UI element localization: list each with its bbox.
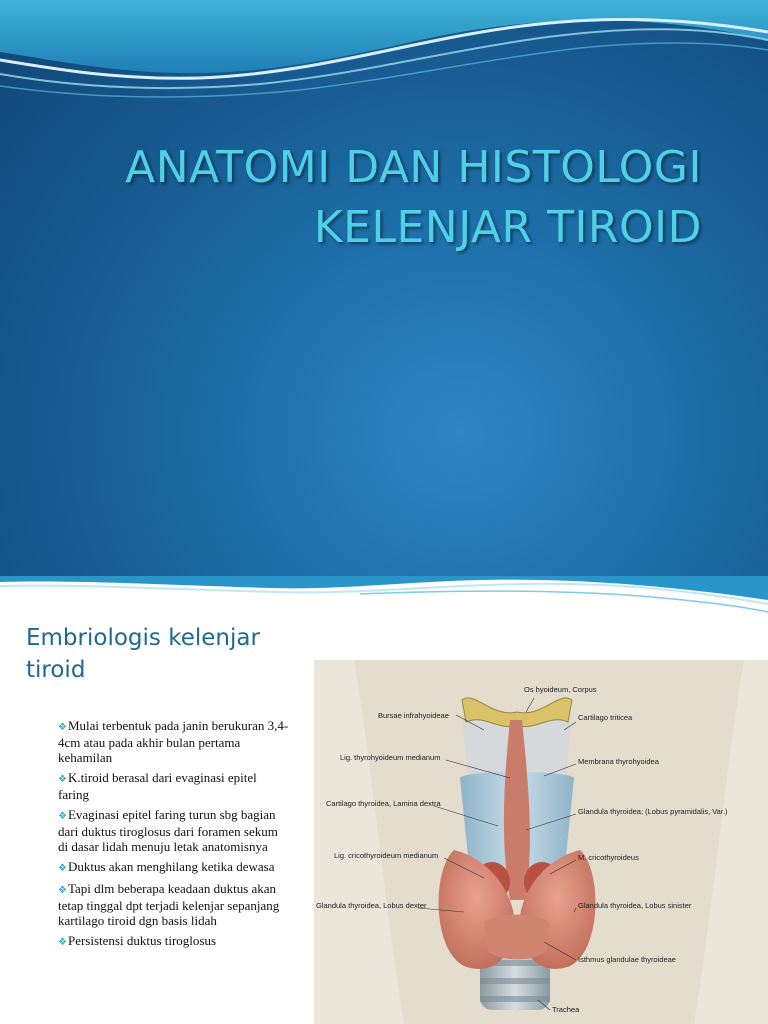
list-item xyxy=(58,718,290,765)
diamond-bullet-icon: ❖ xyxy=(58,774,67,785)
label-cartilago-thyroidea: Cartilago thyroidea, Lamina dextra xyxy=(326,799,441,808)
label-os-hyoideum: Os hyoideum, Corpus xyxy=(524,685,597,694)
label-trachea: Trachea xyxy=(552,1005,580,1014)
decorative-waves xyxy=(0,0,768,120)
label-cartilago-triticea: Cartilago triticea xyxy=(578,713,633,722)
content-slide xyxy=(0,576,768,1024)
bullet-list xyxy=(58,718,290,955)
decorative-waves xyxy=(0,576,768,616)
bullet-text: Evaginasi epitel faring turun sbg bagian dari duktus tiroglosus dari foramen sekum di dasar lidah menuju letak anatomisnya xyxy=(58,807,278,854)
bullet-text: Persistensi duktus tiroglosus xyxy=(67,933,217,948)
diamond-bullet-icon: ❖ xyxy=(58,811,67,822)
heading-line-2: tiroid xyxy=(26,657,86,683)
slide-heading xyxy=(26,622,296,686)
list-item xyxy=(58,807,290,854)
label-lobus-dexter: Glandula thyroidea, Lobus dexter xyxy=(316,901,427,910)
thyroid-anatomy-figure xyxy=(314,660,768,1024)
slide-title xyxy=(125,138,702,258)
label-isthmus: Isthmus glandulae thyroideae xyxy=(578,955,676,964)
label-membrana: Membrana thyrohyoidea xyxy=(578,757,659,766)
label-glandula-pyramidalis: Glandula thyroidea; (Lobus pyramidalis, Var.) xyxy=(578,807,728,816)
diamond-bullet-icon: ❖ xyxy=(58,885,67,896)
label-m-cricothyroideus: M. cricothyroideus xyxy=(578,853,639,862)
bullet-text: Mulai terbentuk pada janin berukuran 3,4-4cm atau pada akhir bulan pertama kehamilan xyxy=(58,718,289,765)
diamond-bullet-icon: ❖ xyxy=(58,722,67,733)
label-lobus-sinister: Glandula thyroidea, Lobus sinister xyxy=(578,901,692,910)
label-lig-thyrohyoideum: Lig. thyrohyoideum medianum xyxy=(340,753,441,762)
list-item xyxy=(58,859,290,876)
diamond-bullet-icon: ❖ xyxy=(58,863,67,874)
bullet-text: Duktus akan menghilang ketika dewasa xyxy=(67,859,275,874)
title-line-2: KELENJAR TIROID xyxy=(313,202,702,253)
list-item xyxy=(58,770,290,802)
diamond-bullet-icon: ❖ xyxy=(58,937,67,948)
label-lig-cricothyroideum: Lig. cricothyroideum medianum xyxy=(334,851,439,860)
bullet-text: K.tiroid berasal dari evaginasi epitel faring xyxy=(58,770,257,802)
title-line-1: ANATOMI DAN HISTOLOGI xyxy=(125,142,702,193)
list-item xyxy=(58,933,290,950)
bullet-text: Tapi dlm beberapa keadaan duktus akan tetap tinggal dpt terjadi kelenjar sepanjang kartilago tiroid dgn basis lidah xyxy=(58,881,280,928)
thyroid-illustration xyxy=(314,660,768,1024)
list-item xyxy=(58,881,290,928)
heading-line-1: Embriologis kelenjar xyxy=(26,625,260,651)
label-bursae: Bursae infrahyoideae xyxy=(378,711,449,720)
